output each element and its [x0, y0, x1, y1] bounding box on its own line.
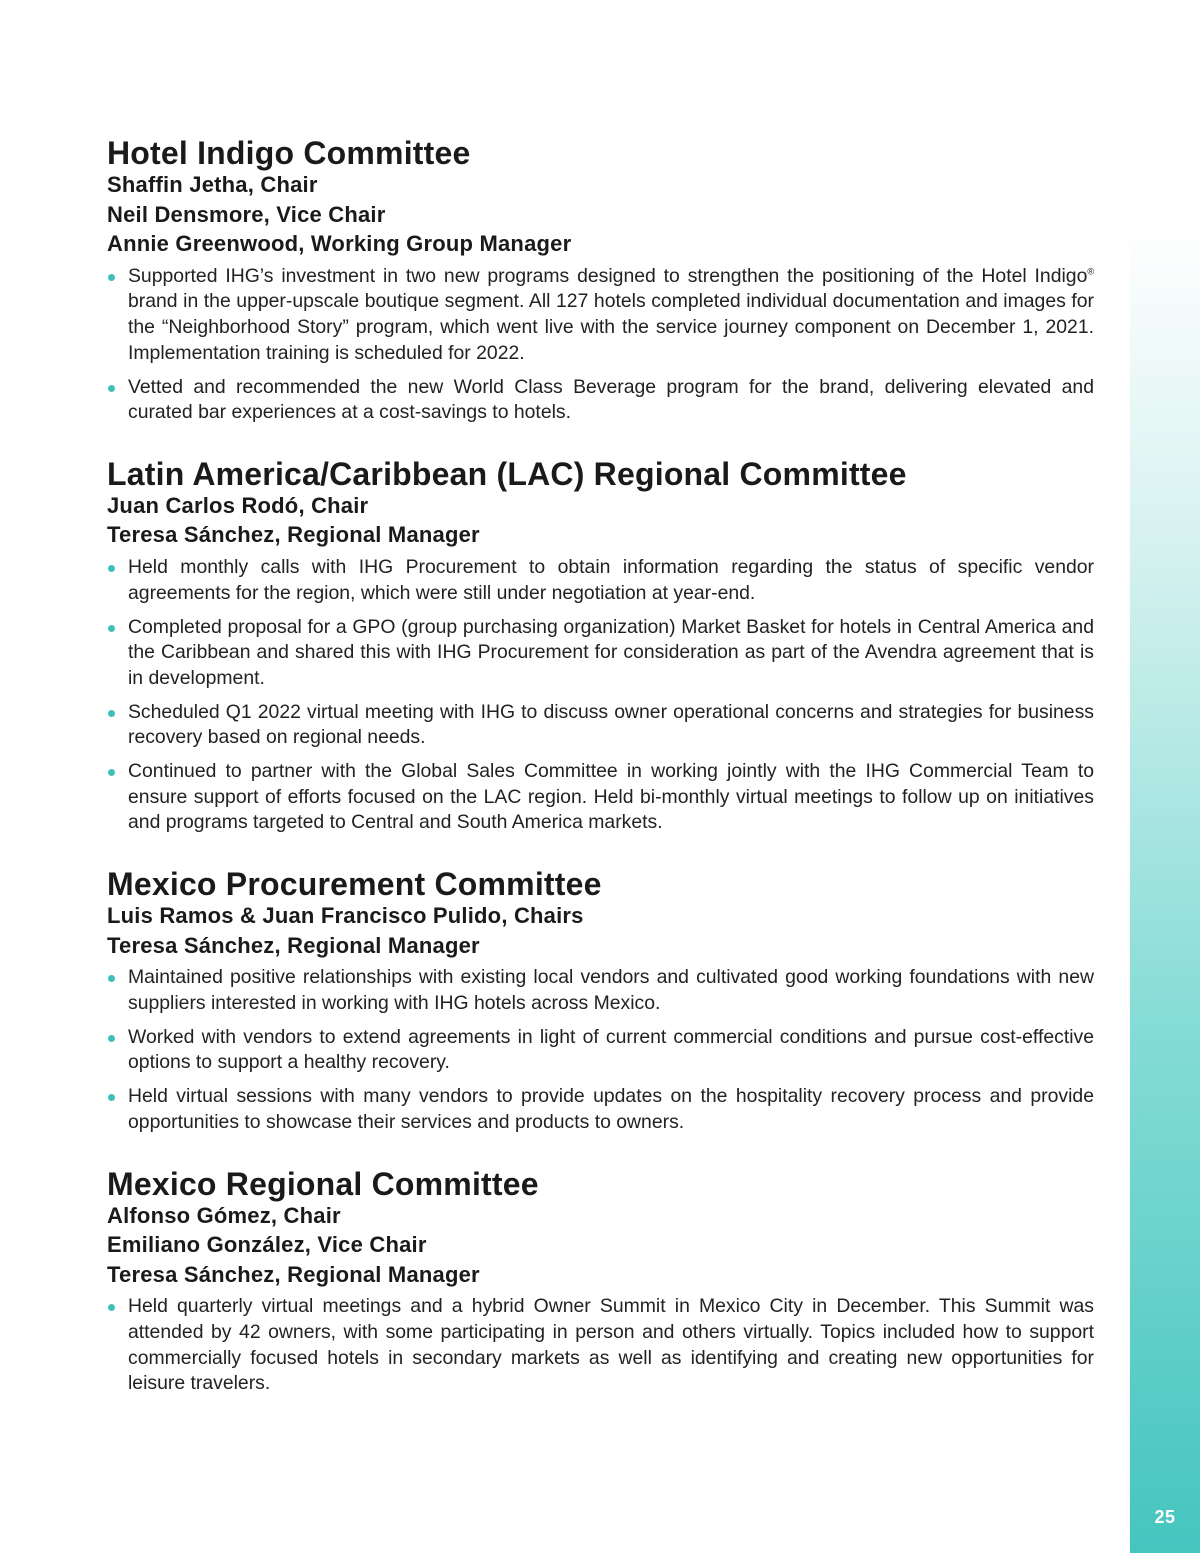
document-content: [107, 136, 1094, 1428]
page-side-bar: [1130, 225, 1200, 1553]
committee-chairs: Luis Ramos & Juan Francisco Pulido, Chairs: [107, 903, 584, 929]
registered-mark: ®: [1087, 266, 1094, 277]
committee-chair: Shaffin Jetha, Chair: [107, 172, 318, 197]
committee-chair: Juan Carlos Rodó, Chair: [107, 492, 369, 518]
bullet-list: [107, 1294, 1094, 1396]
bullet-item: Worked with vendors to extend agreements in light of current commercial conditions and pursue cost-effective options to support a healthy recovery.: [107, 1025, 1094, 1076]
section-title: Latin America/Caribbean (LAC) Regional Committee: [107, 455, 907, 492]
committee-members: [107, 491, 1094, 550]
bullet-item: Completed proposal for a GPO (group purchasing organization) Market Basket for hotels in Central America and the Caribbean and shared this with IHG Procurement for consideration as part of the Avendra agreement that is in development.: [107, 615, 1094, 692]
bullet-item: Supported IHG’s investment in two new programs designed to strengthen the positioning of the Hotel Indigo® brand in the upper-upscale boutique segment. All 127 hotels completed individual documentation and images for the “Neighborhood Story” program, which went live with the service journey component on December 1, 2021. Implementation training is scheduled for 2022.: [107, 264, 1094, 366]
section-lac-regional-committee: [107, 457, 1094, 836]
bullet-item: Held quarterly virtual meetings and a hybrid Owner Summit in Mexico City in December. This Summit was attended by 42 owners, with some participating in person and others virtually. Topics included how to support commercially focused hotels in secondary markets as well as identifying and creating new opportunities for leisure travelers.: [107, 1294, 1094, 1396]
bullet-item: Continued to partner with the Global Sales Committee in working jointly with the IHG Commercial Team to ensure support of efforts focused on the LAC region. Held bi-monthly virtual meetings to follow up on initiatives and programs targeted to Central and South America markets.: [107, 759, 1094, 836]
section-title: Mexico Regional Committee: [107, 1165, 539, 1202]
committee-manager: Annie Greenwood, Working Group Manager: [107, 231, 572, 257]
section-title: Hotel Indigo Committee: [107, 135, 471, 171]
committee-manager: Teresa Sánchez, Regional Manager: [107, 932, 480, 958]
committee-manager: Teresa Sánchez, Regional Manager: [107, 522, 480, 548]
bullet-item: Held virtual sessions with many vendors to provide updates on the hospitality recovery process and provide opportunities to showcase their services and products to owners.: [107, 1084, 1094, 1135]
committee-members: [107, 901, 1094, 960]
bullet-item: Maintained positive relationships with existing local vendors and cultivated good working foundations with new suppliers interested in working with IHG hotels across Mexico.: [107, 965, 1094, 1016]
committee-members: [107, 170, 1094, 259]
bullet-list: [107, 264, 1094, 426]
committee-vice-chair: Emiliano González, Vice Chair: [107, 1232, 427, 1258]
section-title: Mexico Procurement Committee: [107, 866, 602, 903]
committee-vice-chair: Neil Densmore, Vice Chair: [107, 201, 386, 227]
section-hotel-indigo-committee: [107, 136, 1094, 426]
section-mexico-regional-committee: [107, 1167, 1094, 1397]
bullet-item: Held monthly calls with IHG Procurement to obtain information regarding the status of specific vendor agreements for the region, which were still under negotiation at year-end.: [107, 555, 1094, 606]
committee-chair: Alfonso Gómez, Chair: [107, 1202, 341, 1228]
bullet-item: Vetted and recommended the new World Class Beverage program for the brand, delivering elevated and curated bar experiences at a cost-savings to hotels.: [107, 375, 1094, 426]
committee-members: [107, 1201, 1094, 1290]
page-number: 25: [1154, 1507, 1176, 1527]
bullet-item: Scheduled Q1 2022 virtual meeting with IHG to discuss owner operational concerns and strategies for business recovery based on regional needs.: [107, 700, 1094, 751]
bullet-list: [107, 965, 1094, 1135]
committee-manager: Teresa Sánchez, Regional Manager: [107, 1261, 480, 1287]
bullet-list: [107, 555, 1094, 836]
section-mexico-procurement-committee: [107, 867, 1094, 1136]
